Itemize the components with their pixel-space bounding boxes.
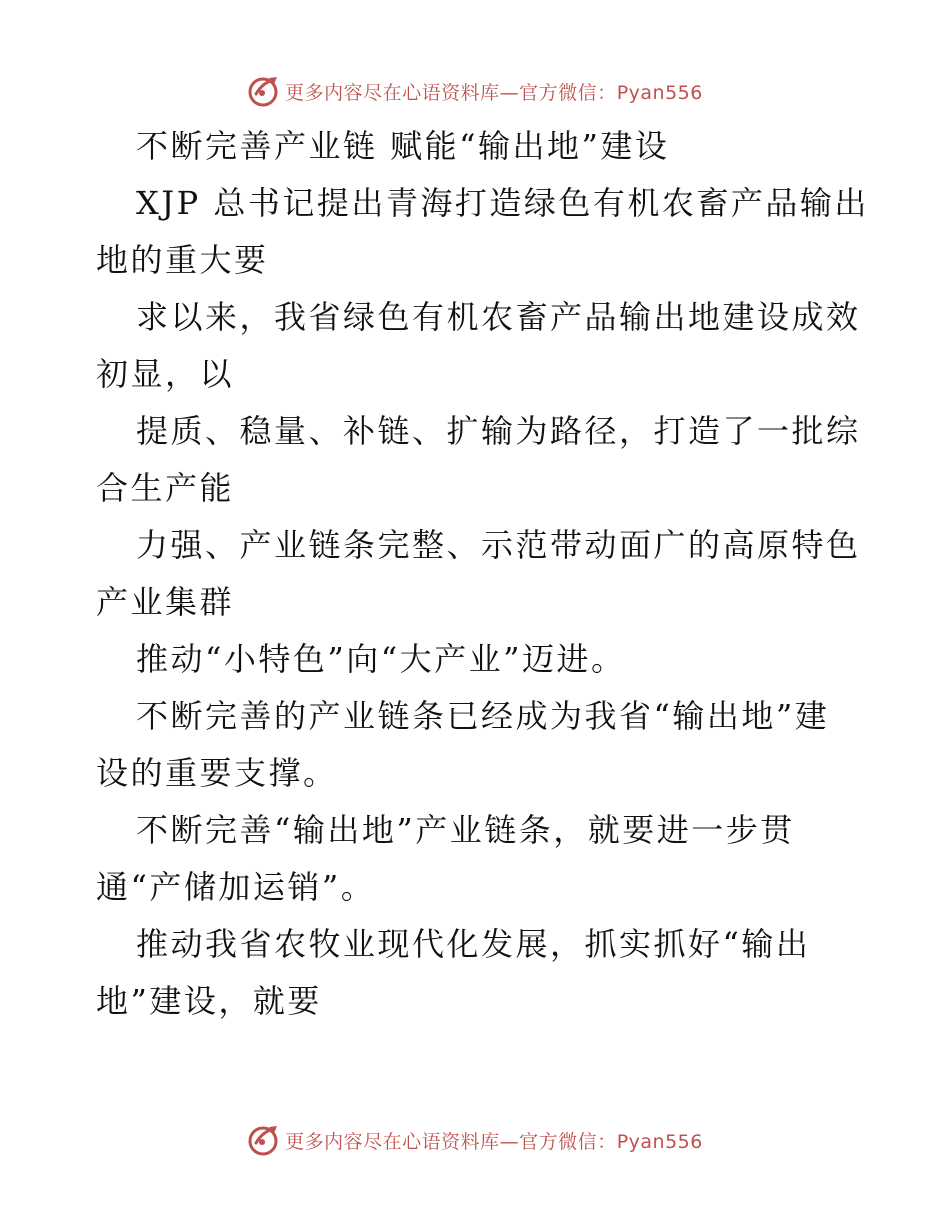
document-body: [96, 118, 869, 1030]
watermark-text: 更多内容尽在心语资料库—官方微信：Pyan556: [285, 81, 703, 104]
paragraph-line: 不断完善的产业链条已经成为我省“输出地”建: [136, 697, 830, 735]
brand-logo-icon: [247, 74, 281, 108]
paragraph-line: XJP 总书记提出青海打造绿色有机农畜产品输出: [136, 184, 869, 222]
watermark-text: 更多内容尽在心语资料库—官方微信：Pyan556: [285, 1130, 703, 1153]
paragraph-line: 提质、稳量、补链、扩输为路径，打造了一批综: [136, 412, 861, 450]
document-title: 不断完善产业链 赋能“输出地”建设: [136, 127, 670, 165]
paragraph-line: 力强、产业链条完整、示范带动面广的高原特色: [136, 526, 861, 564]
paragraph-line: 地的重大要: [96, 241, 269, 279]
paragraph-line: 求以来，我省绿色有机农畜产品输出地建设成效: [136, 298, 861, 336]
brand-logo-icon: [247, 1123, 281, 1157]
paragraph-line: 产业集群: [96, 583, 235, 621]
paragraph-line: 设的重要支撑。: [96, 754, 338, 792]
paragraph-line: 不断完善“输出地”产业链条，就要进一步贯: [136, 811, 795, 849]
paragraph-line: 推动“小特色”向“大产业”迈进。: [136, 640, 626, 678]
header-watermark: [0, 71, 950, 111]
paragraph-line: 推动我省农牧业现代化发展，抓实抓好“输出: [136, 925, 811, 963]
paragraph-line: 地”建设，就要: [96, 982, 322, 1020]
footer-watermark: [0, 1120, 950, 1160]
paragraph-line: 初显，以: [96, 355, 235, 393]
paragraph-line: 通“产储加运销”。: [96, 868, 376, 906]
paragraph-line: 合生产能: [96, 469, 235, 507]
